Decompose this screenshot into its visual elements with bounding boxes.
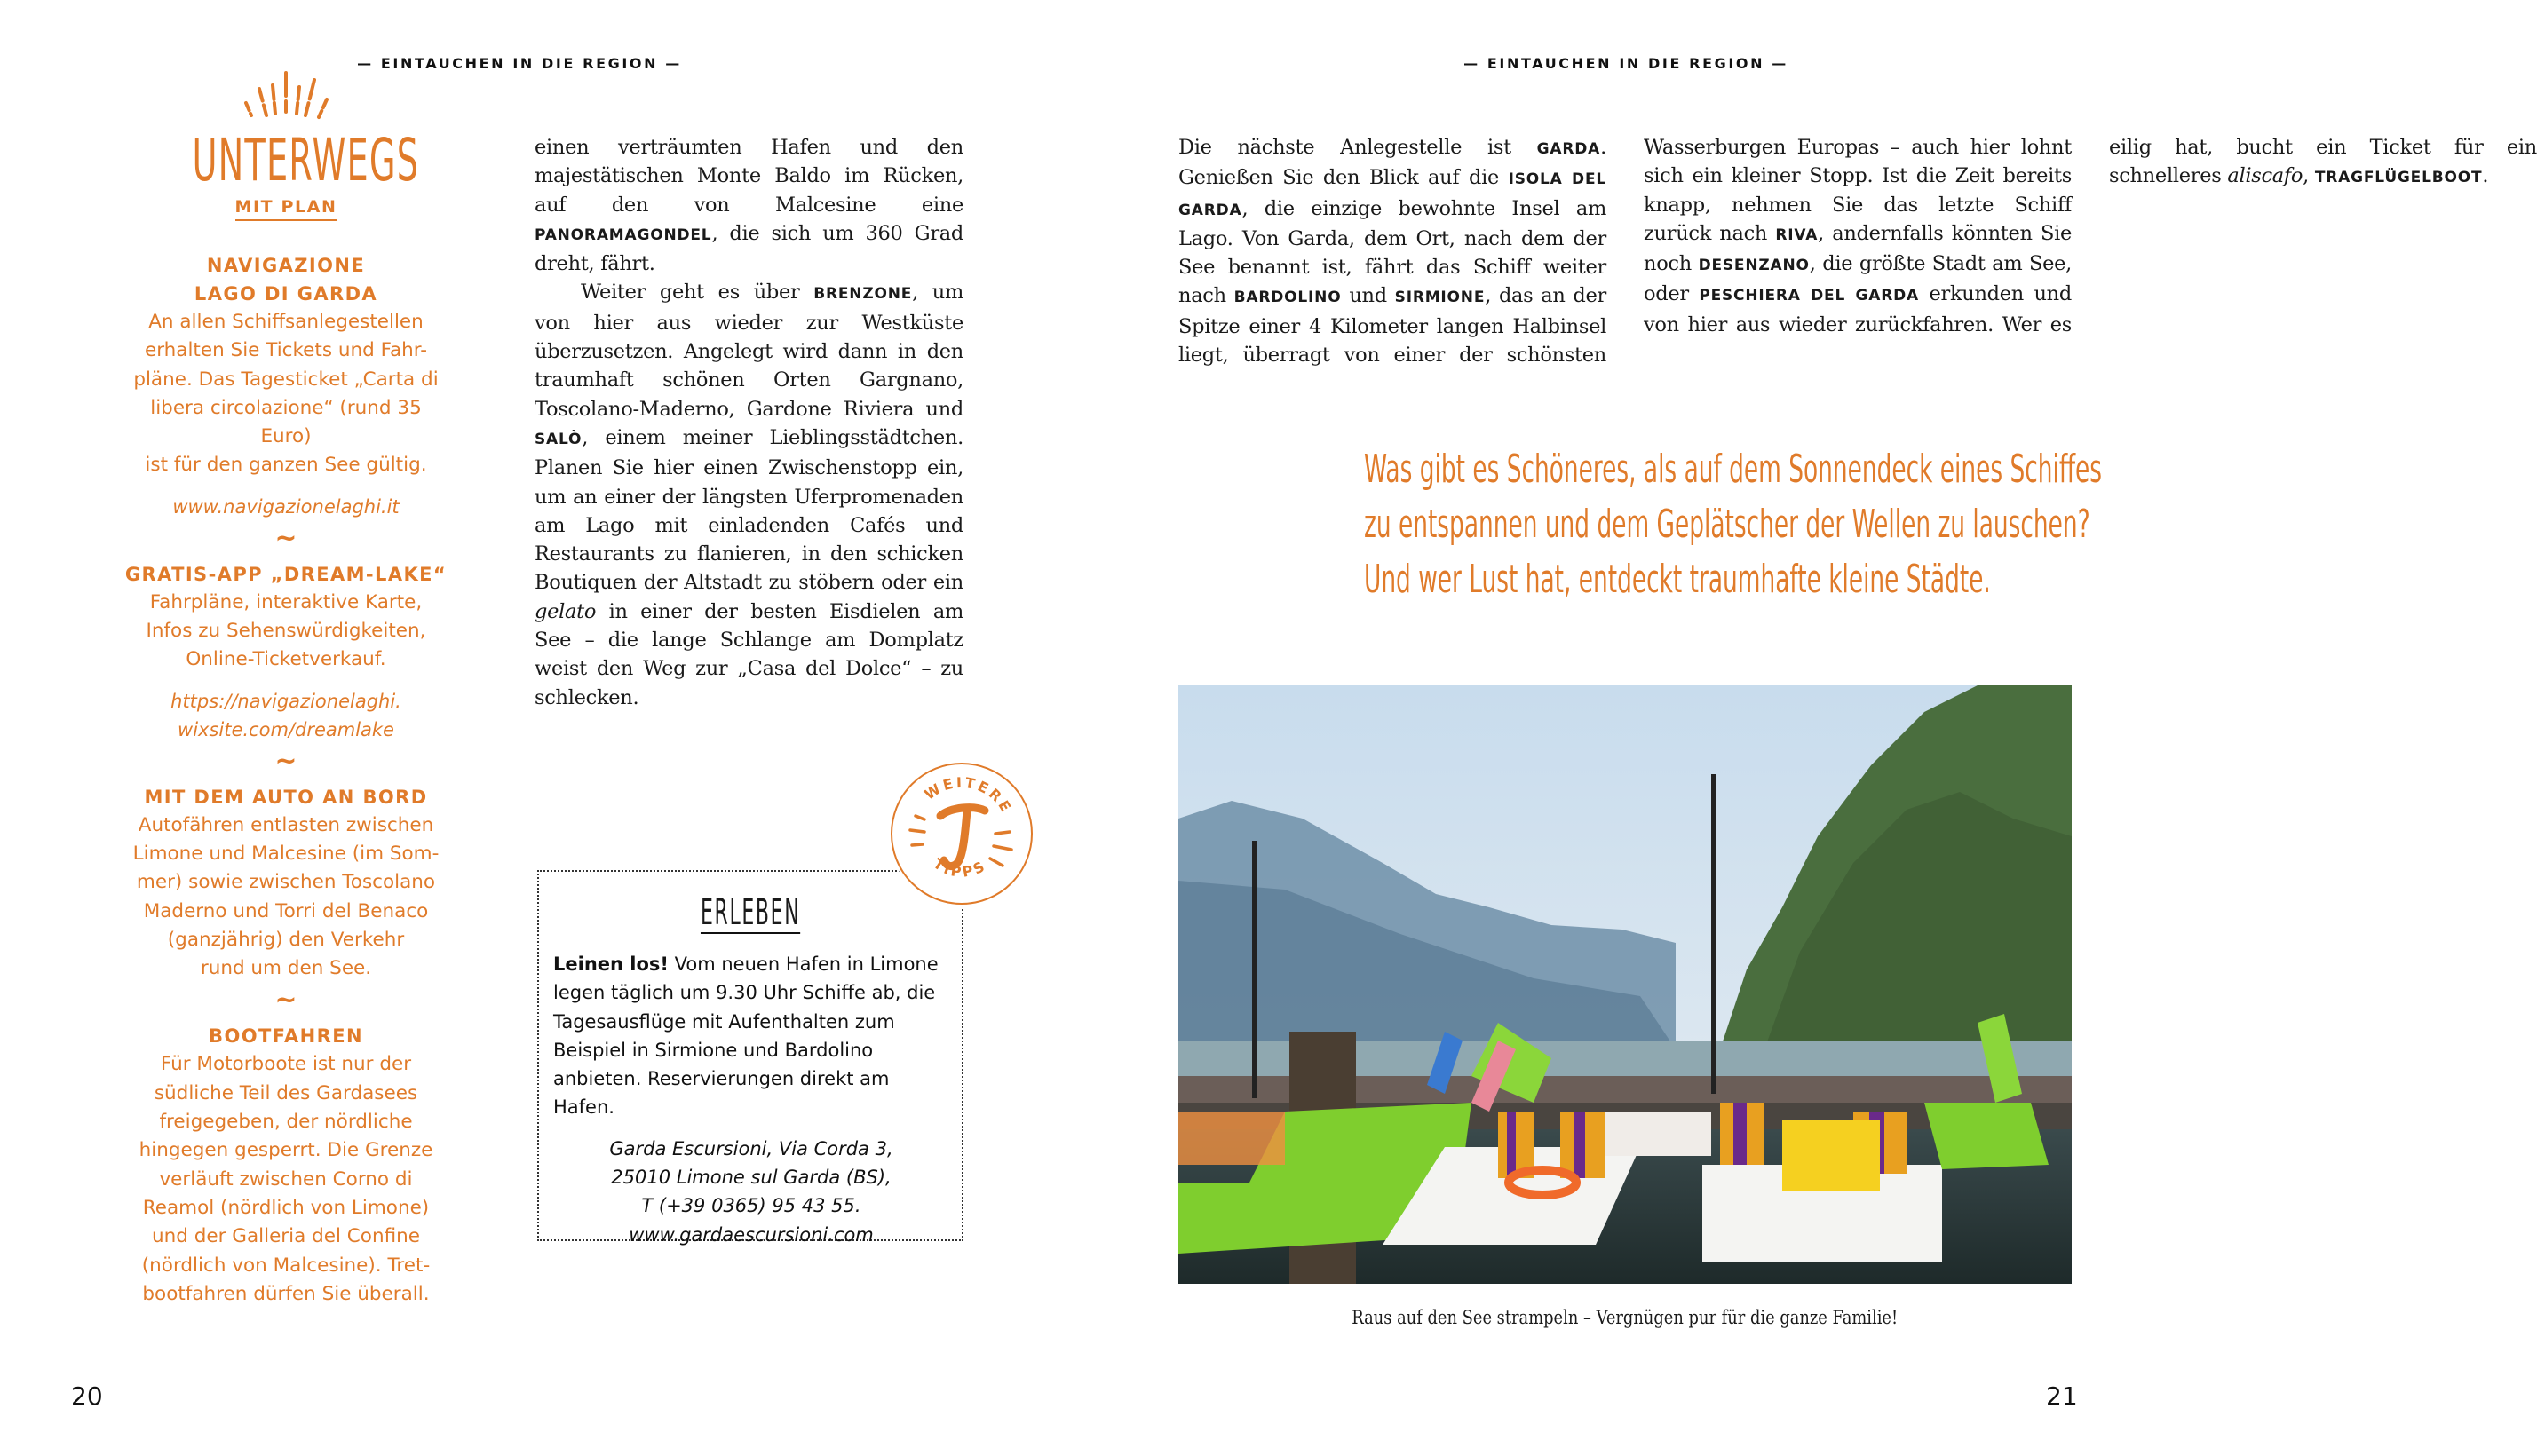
italic-term: aliscafo [2227, 164, 2303, 188]
section-text-line: Fahrpläne, interaktive Karte, [149, 590, 423, 613]
section-text-line: Limone und Malcesine (im Som- [132, 842, 440, 865]
section-text-line: Infos zu Sehenswürdigkeiten, [146, 620, 426, 643]
place-name: GARDA [1536, 140, 1601, 158]
text-run: . [2482, 164, 2489, 188]
address-line: 25010 Limone sul Garda (BS), [611, 1167, 892, 1189]
place-name: RIVA [1775, 226, 1819, 244]
text-run: Die nächste Anlegestelle ist [1178, 136, 1537, 159]
sidebar-title: UNTERWEGS [192, 126, 420, 194]
place-name: TRAGFLÜGELBOOT [2314, 169, 2483, 187]
harbor-photo-illustration [1178, 685, 2072, 1284]
quote-line: zu entspannen und dem Geplätscher der Wellen zu lauschen? [1364, 502, 2090, 547]
tilde-separator: ~ [274, 522, 297, 554]
body-column-2 [1178, 133, 2537, 373]
page-number-right: 21 [2046, 1381, 2078, 1411]
section-heading: LAGO DI GARDA [194, 283, 378, 305]
section-text-line: hingegen gesperrt. Die Grenze [139, 1139, 433, 1162]
caption-text: Raus auf den See strampeln – Vergnügen pur für die ganze Familie! [1352, 1307, 1899, 1328]
running-head-left: — EINTAUCHEN IN DIE REGION — [357, 55, 682, 72]
section-link[interactable] [124, 493, 448, 521]
text-run: , das an der Spitze einer 4 Kilometer langen Halbinsel liegt, überragt von einer der schönsten Wasserburgen Europas – auch hier lohnt sich ein kleiner Stopp. Ist die Zeit bereits knapp, nehmen Sie das letzte Schiff zurück nach [1178, 136, 2072, 368]
body-column-1 [535, 133, 963, 712]
place-name: DESENZANO [1698, 257, 1810, 275]
section-heading: MIT DEM AUTO AN BORD [144, 786, 428, 808]
sidebar-section [124, 783, 448, 984]
text-run: Weiter geht es über [581, 281, 814, 305]
section-text-line: erhalten Sie Tickets und Fahr- [144, 339, 428, 362]
tip-box-erleben [537, 870, 963, 1246]
section-text-line: und der Galleria del Confine [152, 1225, 420, 1248]
address-line: Garda Escursioni, Via Corda 3, [609, 1137, 893, 1159]
tip-box-title: ERLEBEN [700, 892, 801, 933]
photo-caption [1178, 1307, 2072, 1328]
section-heading: BOOTFAHREN [209, 1025, 363, 1048]
place-name: SALÒ [535, 430, 583, 448]
place-name: BARDOLINO [1233, 289, 1342, 307]
text-run: , die größte Stadt am See, oder [1644, 252, 2072, 306]
section-text-line: Online-Ticketverkauf. [186, 648, 386, 671]
quote-line: Und wer Lust hat, entdeckt traumhafte kleine Städte. [1364, 557, 1991, 602]
section-text-line: verläuft zwischen Corno di [159, 1167, 413, 1191]
section-text-line: Für Motorboote ist nur der [160, 1053, 412, 1076]
place-name: PESCHIERA DEL GARDA [1699, 287, 1919, 305]
tip-address [553, 1135, 949, 1249]
sidebar-section [124, 251, 448, 521]
badge-bottom-text: TIPPS [930, 854, 990, 881]
section-text-line: (ganzjährig) den Verkehr [167, 928, 405, 951]
paragraph [535, 278, 963, 711]
sunburst-icon [233, 69, 339, 124]
section-heading: NAVIGAZIONE [206, 255, 366, 276]
text-run: in einer der besten Eisdielen am See – die lange Schlange am Domplatz weist den Weg zur „Casa del Dolce“ – zu schlecken. [535, 599, 963, 709]
link-line[interactable]: https://navigazionelaghi. [170, 690, 401, 712]
place-name: PANORAMAGONDEL [535, 226, 712, 244]
italic-term: gelato [535, 599, 597, 623]
section-text-line: pläne. Das Tagesticket „Carta di [133, 368, 439, 391]
badge-top-text: WEITERE [921, 773, 1016, 818]
tip-text: Vom neuen Hafen in Limone legen täglich um 9.30 Uhr Schiffe ab, die Tagesausflüge mit Aufenthalten zum Beispiel in Sirmione und Bardolino anbieten. Reservierungen direkt am Hafen. [553, 954, 939, 1119]
section-link[interactable] [124, 687, 448, 744]
section-heading: GRATIS-APP „DREAM-LAKE“ [124, 563, 448, 585]
link-line[interactable]: www.navigazionelaghi.it [172, 495, 400, 518]
link-line[interactable]: wixsite.com/dreamlake [178, 718, 394, 740]
paragraph [1178, 133, 2537, 373]
address-website-link[interactable]: www.gardaescursioni.com [629, 1223, 874, 1246]
address-phone: T (+39 0365) 95 43 55. [641, 1195, 861, 1217]
quote-line: Was gibt es Schöneres, als auf dem Sonnendeck eines Schiffes [1364, 447, 2103, 492]
running-head-right: — EINTAUCHEN IN DIE REGION — [1463, 55, 1788, 72]
sidebar-sections [124, 251, 448, 1309]
section-text-line: südliche Teil des Gardasees [154, 1081, 418, 1104]
paragraph [535, 133, 963, 278]
place-name: ISOLA DEL GARDA [1178, 170, 1606, 219]
text-run: , um von hier aus wieder zur Westküste überzusetzen. Angelegt wird dann in den traumhaft schönen Orten Gargnano, Toscolano-Maderno, Gardone Riviera und [535, 281, 963, 421]
text-run: , [2303, 164, 2315, 188]
section-text-line: libera circolazione“ (rund 35 Euro) [150, 396, 422, 448]
pull-quote [1190, 442, 2103, 607]
text-run: , andernfalls könnten Sie noch [1644, 221, 2072, 276]
text-run: , einem meiner Lieblingsstädtchen. Planen Sie hier einen Zwischenstopp ein, um an einer der längsten Uferpromenaden am Lago mit einladenden Cafés und Restaurants zu flanieren, in den schicken Boutiquen der Altstadt zu stöbern oder ein [535, 425, 963, 595]
section-text-line: An allen Schiffsanlegestellen [148, 311, 424, 333]
section-text-line: (nördlich von Malcesine). Tret- [141, 1254, 431, 1277]
section-text-line: Reamol (nördlich von Limone) [142, 1196, 430, 1219]
text-run: . Genießen Sie den Blick auf die [1178, 136, 1606, 190]
section-text-line: Autofähren entlasten zwischen [138, 813, 434, 836]
text-run: , die einzige bewohnte Insel am Lago. Von Garda, dem Ort, nach dem der See benannt ist, fährt das Schiff weiter nach [1178, 196, 1606, 308]
page-number-left: 20 [71, 1381, 103, 1411]
place-name: BRENZONE [813, 285, 913, 304]
section-text-line: ist für den ganzen See gültig. [145, 454, 427, 477]
tip-box-body [553, 950, 949, 1249]
tilde-separator: ~ [274, 745, 297, 777]
sidebar-section [124, 560, 448, 744]
weitere-tipps-badge [889, 761, 1035, 907]
text-run: erkunden und von hier aus wieder zurückfahren. Wer es eilig hat, bucht ein Ticket für ein schnelleres [1644, 136, 2537, 336]
tip-lead: Leinen los! [553, 954, 669, 975]
section-text-line: mer) sowie zwischen Toscolano [136, 871, 436, 894]
section-text-line: freigegeben, der nördliche [159, 1111, 413, 1134]
section-text-line: Maderno und Torri del Benaco [143, 899, 429, 922]
section-text-line: rund um den See. [200, 957, 372, 980]
text-run: und [1341, 284, 1395, 308]
sidebar-section [124, 1022, 448, 1309]
photo-pedal-boats [1178, 685, 2072, 1284]
sidebar-subtitle: MIT PLAN [235, 197, 337, 221]
section-text-line: bootfahren dürfen Sie überall. [142, 1282, 430, 1305]
sidebar-unterwegs [124, 69, 448, 1309]
badge-icon [889, 761, 1035, 907]
text-run: , die sich um 360 Grad dreht, fährt. [535, 221, 963, 276]
place-name: SIRMIONE [1394, 289, 1486, 307]
tilde-separator: ~ [274, 985, 297, 1017]
text-run: einen verträumten Hafen und den majestätischen Monte Baldo im Rücken, auf den von Malcesine eine [535, 136, 963, 217]
